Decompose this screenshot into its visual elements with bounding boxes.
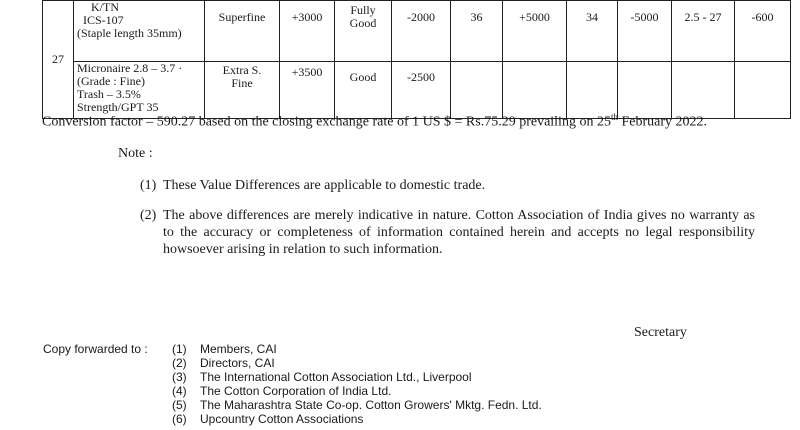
description-line: (Grade : Fine) (77, 74, 145, 88)
value-cell (618, 62, 672, 119)
value-cell: +3000 (280, 1, 335, 62)
list-text: Members, CAI (200, 342, 277, 356)
list-item (172, 370, 472, 384)
description-line: Trash – 3.5% (77, 87, 141, 101)
description-line: Micronaire 2.8 – 3.7 · (77, 61, 183, 75)
conversion-main: Conversion factor – 590.27 based on the closing exchange rate of 1 US $ = Rs.75.29 prevailing on 25 (42, 114, 611, 130)
row-number: 27 (43, 1, 74, 119)
value-cell (567, 62, 618, 119)
value-cell: +3500 (280, 62, 335, 119)
list-number: (3) (172, 370, 187, 384)
conversion-tail: February 2022. (617, 114, 708, 130)
description-line: K/TN (91, 0, 119, 14)
value-cell: -2000 (392, 1, 451, 62)
signature-title: Secretary (634, 325, 687, 340)
value-cell: 36 (451, 1, 503, 62)
variety-description (74, 1, 205, 62)
table (42, 0, 791, 119)
conversion-superscript: th (610, 112, 618, 122)
value-cell: -5000 (618, 1, 672, 62)
value-cell (672, 62, 735, 119)
note-text: These Value Differences are applicable to domestic trade. (163, 178, 486, 193)
fully-good-cell (335, 1, 392, 62)
list-text: Directors, CAI (200, 356, 275, 370)
list-text: Upcountry Cotton Associations (200, 412, 364, 426)
grade-line: Extra S. (222, 63, 262, 77)
grade-cell (205, 62, 280, 119)
list-item (172, 412, 363, 426)
list-item (172, 342, 277, 356)
grade-cell: Superfine (205, 1, 280, 62)
table-row (43, 62, 791, 119)
fully-good-line: Fully (350, 3, 376, 17)
list-number: (1) (172, 342, 187, 356)
list-item (172, 384, 391, 398)
value-cell (451, 62, 503, 119)
list-number: (6) (172, 412, 187, 426)
value-cell (735, 62, 791, 119)
fully-good-cell: Good (335, 62, 392, 119)
note-number: (2) (140, 208, 157, 223)
table-row (43, 1, 791, 62)
list-text: The Cotton Corporation of India Ltd. (200, 384, 392, 398)
value-cell: -600 (735, 1, 791, 62)
value-cell: 34 (567, 1, 618, 62)
list-number: (4) (172, 384, 187, 398)
note-number: (1) (140, 178, 157, 193)
fully-good-line: Good (349, 16, 377, 30)
note-text: The above differences are merely indicative in nature. Cotton Association of India gives no warranty as to the accuracy or completeness of information contained herein and accepts no legal responsibility howsoever arising in relation to such information. (163, 208, 755, 257)
list-text: The Maharashtra State Co-op. Cotton Growers' Mktg. Fedn. Ltd. (200, 398, 542, 412)
value-cell: -2500 (392, 62, 451, 119)
note-label: Note : (118, 146, 153, 161)
list-number: (5) (172, 398, 187, 412)
list-item (172, 398, 542, 412)
variety-description (74, 62, 205, 119)
copy-forwarded-label: Copy forwarded to : (43, 342, 148, 356)
conversion-factor-text (42, 112, 707, 131)
value-cell: 2.5 - 27 (672, 1, 735, 62)
list-number: (2) (172, 356, 187, 370)
description-line: Strength/GPT 35 (77, 100, 159, 114)
grade-line: Fine (231, 76, 253, 90)
list-item (172, 356, 275, 370)
value-difference-table (42, 0, 791, 119)
value-cell: +5000 (503, 1, 567, 62)
value-cell (503, 62, 567, 119)
description-line: (Staple length 35mm) (77, 26, 182, 40)
description-line: ICS-107 (83, 13, 124, 27)
list-text: The International Cotton Association Ltd., Liverpool (200, 370, 472, 384)
